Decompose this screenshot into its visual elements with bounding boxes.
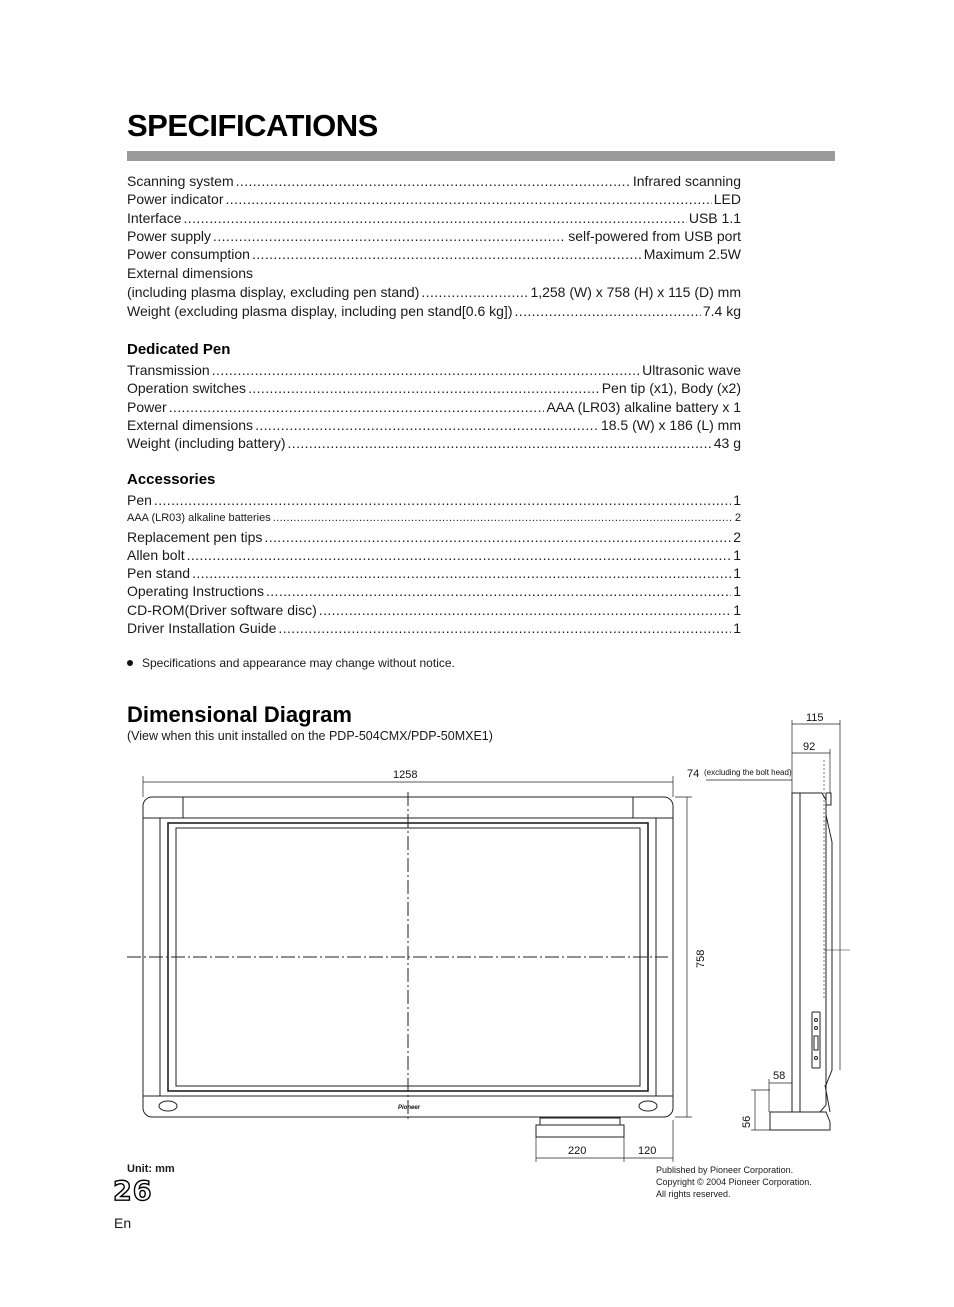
spec-row: Power consumption ..... Maximum 2.5W xyxy=(127,245,741,263)
diagram-heading: Dimensional Diagram xyxy=(127,702,352,727)
spec-row: Scanning system ..... Infrared scanning xyxy=(127,172,741,190)
diagram-subtitle: (View when this unit installed on the PDP-504CMX/PDP-50MXE1) xyxy=(127,729,493,743)
dim-width-label: 1258 xyxy=(393,769,418,781)
language-label: En xyxy=(114,1215,132,1231)
page-number: 26 xyxy=(113,1176,153,1207)
accessories-heading: Accessories xyxy=(127,471,216,488)
accessory-row: Allen bolt ..... 1 xyxy=(127,546,741,564)
dim-depth-label: 115 xyxy=(806,712,824,724)
spec-row: Transmission ..... Ultrasonic wave xyxy=(127,361,741,379)
publisher-info xyxy=(656,1164,812,1200)
spec-row: Power ..... AAA (LR03) alkaline battery x 1 xyxy=(127,398,741,416)
spec-row: Interface ..... USB 1.1 xyxy=(127,209,741,227)
dim-depth-body-label: 92 xyxy=(803,741,816,753)
speaker-grille-right xyxy=(639,1101,657,1111)
copyright-line: Copyright © 2004 Pioneer Corporation. xyxy=(656,1177,812,1187)
spec-row: (including plasma display, excluding pen stand) ..... 1,258 (W) x 758 (H) x 115 (D) mm xyxy=(127,283,741,301)
pen-heading: Dedicated Pen xyxy=(127,341,231,358)
dim-bolt-label: 74 xyxy=(687,768,700,780)
brand-logo: Pioneer xyxy=(398,1105,421,1111)
accessory-row: Pen stand ..... 1 xyxy=(127,564,741,582)
dim-bolt-note: (excluding the bolt head) xyxy=(704,768,792,777)
spec-row: Power indicator ..... LED xyxy=(127,190,741,208)
rights-line: All rights reserved. xyxy=(656,1189,731,1199)
dim-stand-offset-label: 58 xyxy=(773,1070,786,1082)
publisher-line: Published by Pioneer Corporation. xyxy=(656,1165,794,1175)
accessory-row: CD-ROM(Driver software disc) ..... 1 xyxy=(127,601,741,619)
side-view-bolt xyxy=(826,793,831,805)
notice-text: Specifications and appearance may change without notice. xyxy=(127,656,455,670)
dim-stand-height-label: 56 xyxy=(741,1115,753,1128)
unit-label: Unit: mm xyxy=(127,1163,175,1175)
spec-row: Operation switches ..... Pen tip (x1), Body (x2) xyxy=(127,379,741,397)
stand-base xyxy=(536,1125,624,1137)
page-title: SPECIFICATIONS xyxy=(127,108,378,143)
accessory-row: AAA (LR03) alkaline batteries ..... 2 xyxy=(127,509,741,527)
side-stand xyxy=(770,1112,830,1130)
side-view-body xyxy=(792,793,826,1112)
spec-row: Power supply ..... self-powered from USB port xyxy=(127,227,741,245)
accessory-row: Driver Installation Guide ..... 1 xyxy=(127,619,741,637)
dim-stand-width-label: 220 xyxy=(568,1145,587,1157)
dim-height-label: 758 xyxy=(695,949,707,968)
spec-row: Weight (excluding plasma display, including pen stand[0.6 kg]) ..... 7.4 kg xyxy=(127,302,741,320)
accessory-row: Replacement pen tips ..... 2 xyxy=(127,528,741,546)
spec-row: External dimensions ..... 18.5 (W) x 186 (L) mm xyxy=(127,416,741,434)
speaker-grille-left xyxy=(159,1101,177,1111)
ext-dim-heading: External dimensions xyxy=(127,265,254,282)
dim-stand-margin-label: 120 xyxy=(638,1145,657,1157)
accessory-row: Pen ..... 1 xyxy=(127,491,741,509)
stand-top xyxy=(540,1118,620,1125)
spec-row: Weight (including battery) ..... 43 g xyxy=(127,434,741,452)
accessory-row: Operating Instructions ..... 1 xyxy=(127,582,741,600)
